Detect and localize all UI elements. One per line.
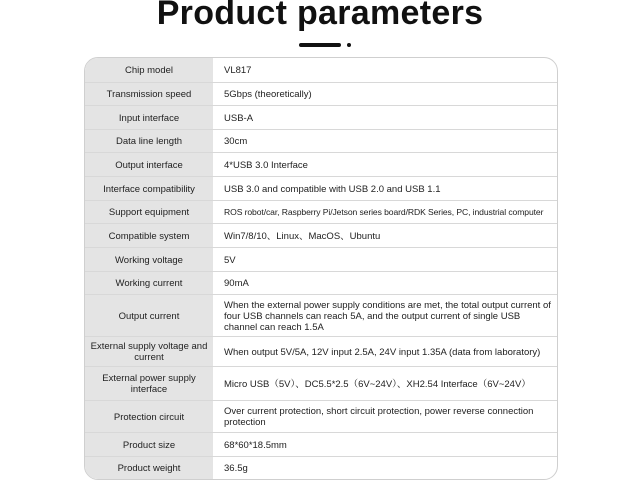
spec-value: 5Gbps (theoretically) <box>224 89 312 100</box>
spec-row <box>85 336 557 367</box>
spec-label: Support equipment <box>108 207 190 218</box>
spec-value: 68*60*18.5mm <box>224 439 287 451</box>
title-underline-dot <box>347 43 351 47</box>
spec-label: Protection circuit <box>113 411 185 423</box>
spec-value: When output 5V/5A, 12V input 2.5A, 24V input 1.35A (data from laboratory) <box>224 346 541 358</box>
spec-value: Win7/8/10、Linux、MacOS、Ubuntu <box>224 230 381 242</box>
spec-value: 90mA <box>224 278 249 289</box>
spec-label: External supply voltage and current <box>90 341 208 363</box>
spec-row <box>85 247 557 272</box>
spec-value: 36.5g <box>224 463 248 474</box>
spec-row <box>85 223 557 248</box>
spec-row <box>85 366 557 401</box>
spec-label: External power supply interface <box>102 373 196 395</box>
spec-row <box>85 82 557 106</box>
spec-value: 4*USB 3.0 Interface <box>224 159 308 171</box>
spec-row <box>85 271 557 295</box>
spec-row <box>85 105 557 130</box>
spec-row <box>85 200 557 224</box>
spec-value: Over current protection, short circuit protection, power reverse connection protection <box>224 406 534 428</box>
spec-label: Chip model <box>124 64 174 76</box>
spec-value: Micro USB（5V）、DC5.5*2.5（6V~24V）、XH2.54 Interface（6V~24V） <box>224 378 531 390</box>
spec-label: Interface compatibility <box>103 183 195 195</box>
page-title: Product parameters <box>156 0 484 32</box>
spec-label: Working voltage <box>115 254 183 266</box>
spec-row <box>85 456 557 480</box>
spec-value: ROS robot/car, Raspberry Pi/Jetson series board/RDK Series, PC, industrial computer <box>224 207 544 217</box>
spec-row <box>85 400 557 433</box>
spec-table <box>84 57 558 480</box>
spec-row <box>85 294 557 337</box>
spec-label: Output interface <box>115 159 183 171</box>
spec-value: USB 3.0 and compatible with USB 2.0 and USB 1.1 <box>224 183 441 195</box>
spec-label: Data line length <box>115 136 183 147</box>
spec-label: Product size <box>122 439 176 451</box>
spec-label: Product weight <box>117 463 181 474</box>
spec-label: Output current <box>118 310 180 322</box>
spec-value: VL817 <box>224 64 252 76</box>
spec-label: Working current <box>115 278 183 289</box>
spec-label: Compatible system <box>108 230 190 242</box>
spec-row <box>85 432 557 457</box>
spec-label: Transmission speed <box>106 89 192 100</box>
spec-row <box>85 176 557 201</box>
spec-value: 5V <box>224 254 236 266</box>
spec-value: 30cm <box>224 136 248 147</box>
title-underline <box>299 43 341 47</box>
spec-value: When the external power supply conditions are met, the total output current of four USB channels can reach 5A, and the output current of single USB channel can reach 1.5A <box>224 299 551 333</box>
spec-row <box>85 58 557 82</box>
spec-value: USB-A <box>224 112 254 124</box>
spec-row <box>85 152 557 177</box>
spec-label: Input interface <box>118 112 180 124</box>
spec-row <box>85 129 557 153</box>
